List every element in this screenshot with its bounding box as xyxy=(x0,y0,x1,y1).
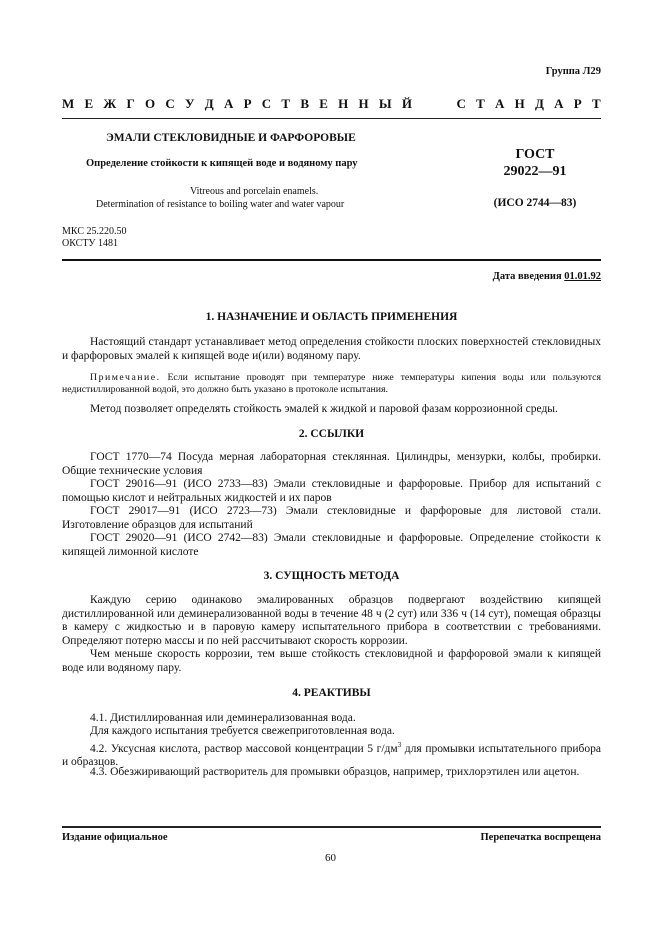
section-1-heading: 1. НАЗНАЧЕНИЕ И ОБЛАСТЬ ПРИМЕНЕНИЯ xyxy=(205,311,458,323)
banner-letter: Т xyxy=(281,96,291,111)
banner-letter: С xyxy=(261,96,272,111)
banner-letter: А xyxy=(554,96,564,111)
banner-letter: О xyxy=(145,96,156,111)
reference-1: ГОСТ 1770—74 Посуда мерная лабораторная стеклянная. Цилиндры, мензурки, колбы, пробирки. Общие технические условия xyxy=(62,451,601,477)
banner-letter: С xyxy=(456,96,466,111)
english-title-line-2: Determination of resistance to boiling water and water vapour xyxy=(96,199,345,210)
banner-letter: Н xyxy=(338,96,349,111)
banner-letter: Д xyxy=(204,96,214,111)
banner-letter: В xyxy=(300,96,309,111)
section-3-heading: 3. СУЩНОСТЬ МЕТОДА xyxy=(263,570,400,582)
divider-top xyxy=(62,118,601,119)
banner-letter: Н xyxy=(358,96,369,111)
banner-letter: Р xyxy=(243,96,252,111)
effective-date-value: 01.01.92 xyxy=(564,271,601,282)
divider-thick xyxy=(62,259,601,261)
item-4-1: 4.1. Дистиллированная или деминерализованная вода. xyxy=(90,712,356,724)
item-4-2-superscript: 3 xyxy=(397,741,402,749)
effective-date-label: Дата введения xyxy=(492,271,562,282)
item-4-2-text-b: для промывки испытательного прибора и образцов. xyxy=(62,742,601,769)
section-1-note xyxy=(62,372,601,396)
banner-letter: А xyxy=(494,96,505,111)
banner-letter: Н xyxy=(514,96,525,111)
banner-letter: Ж xyxy=(103,96,117,111)
banner-letter: Т xyxy=(476,96,485,111)
banner-letter: Ы xyxy=(378,96,392,111)
document-subtitle: Определение стойкости к кипящей воде и водяному пару xyxy=(86,158,358,169)
reference-2: ГОСТ 29016—91 (ИСО 2733—83) Эмали стекловидные и фарфоровые. Прибор для испытаний с помощью кислот и нейтральных жидкостей и их паров xyxy=(62,478,601,504)
item-4-1-note: Для каждого испытания требуется свежеприготовленная вода. xyxy=(90,725,395,737)
okstu-code: ОКСТУ 1481 xyxy=(62,238,119,249)
english-title-line-1: Vitreous and porcelain enamels. xyxy=(190,186,319,197)
banner-letter: Г xyxy=(126,96,135,111)
effective-date xyxy=(493,271,601,282)
section-1-paragraph-1: Настоящий стандарт устанавливает метод определения стойкости плоских поверхностей стекловидных и фарфоровых эмалей к кипящей воде и(или) водяному пару. xyxy=(62,336,601,362)
interstate-standard-banner xyxy=(62,96,601,112)
classification-codes xyxy=(62,226,126,250)
reference-3: ГОСТ 29017—91 (ИСО 2723—73) Эмали стекловидные и фарфоровые для листовой стали. Изготовление образцов для испытаний xyxy=(62,505,601,531)
banner-letter: Т xyxy=(591,96,601,111)
banner-letter: С xyxy=(165,96,175,111)
item-4-3: 4.3. Обезжиривающий растворитель для промывки образцов, например, трихлорэтилен или ацетон. xyxy=(90,766,580,778)
reference-4: ГОСТ 29020—91 (ИСО 2742—83) Эмали стекловидные и фарфоровые. Определение стойкости к кипящей лимонной кислоте xyxy=(62,532,601,558)
banner-letter: У xyxy=(185,96,195,111)
gost-designation xyxy=(470,146,600,180)
group-code: Группа Л29 xyxy=(545,66,601,77)
banner-letter: Е xyxy=(319,96,328,111)
banner-letter: Е xyxy=(84,96,94,111)
section-3-paragraph-1: Каждую серию одинаково эмалированных образцов подвергают воздействию кипящей дистиллированной или деминерализованной воды в течение 48 ч (2 сут) или 336 ч (14 сут), помещая образцы в камеру с жидкостью и в паровую камеру испытательного прибора в соответствии с требованиями. Определяют потерю массы и по ней рассчитывают скорость коррозии. xyxy=(62,594,601,647)
section-4-heading: 4. РЕАКТИВЫ xyxy=(292,687,371,699)
banner-letter: М xyxy=(62,96,75,111)
item-4-2-text-a: 4.2. Уксусная кислота, раствор массовой концентрации 5 г/дм xyxy=(90,742,398,755)
gost-number: 29022—91 xyxy=(503,164,567,179)
section-3-paragraph-2: Чем меньше скорость коррозии, тем выше стойкость стекловидной и фарфоровой эмали к кипящей воде или водяному пару. xyxy=(62,648,601,674)
gost-label: ГОСТ xyxy=(515,147,555,162)
section-2-heading: 2. ССЫЛКИ xyxy=(298,428,365,440)
note-label: Примечание. xyxy=(90,372,161,383)
divider-footer xyxy=(62,826,601,828)
section-1-paragraph-2: Метод позволяет определять стойкость эмалей к жидкой и паровой фазам коррозионной среды. xyxy=(90,403,558,415)
banner-letter: А xyxy=(223,96,234,111)
note-text: Если испытание проводят при температуре ниже температуры кипения воды или пользуются недистиллированной водой, это должно быть указано в протоколе испытания. xyxy=(62,372,601,395)
footer-reprint-prohibited: Перепечатка воспрещена xyxy=(480,832,601,843)
banner-letter: Р xyxy=(573,96,582,111)
banner-gap xyxy=(422,96,446,112)
footer-official-edition: Издание официальное xyxy=(62,832,168,843)
page-number: 60 xyxy=(325,852,336,864)
banner-letter: Д xyxy=(534,96,544,111)
document-title: ЭМАЛИ СТЕКЛОВИДНЫЕ И ФАРФОРОВЫЕ xyxy=(106,132,356,144)
mks-code: МКС 25.220.50 xyxy=(62,226,127,237)
iso-reference: (ИСО 2744—83) xyxy=(493,197,577,209)
banner-letter: Й xyxy=(401,96,412,111)
